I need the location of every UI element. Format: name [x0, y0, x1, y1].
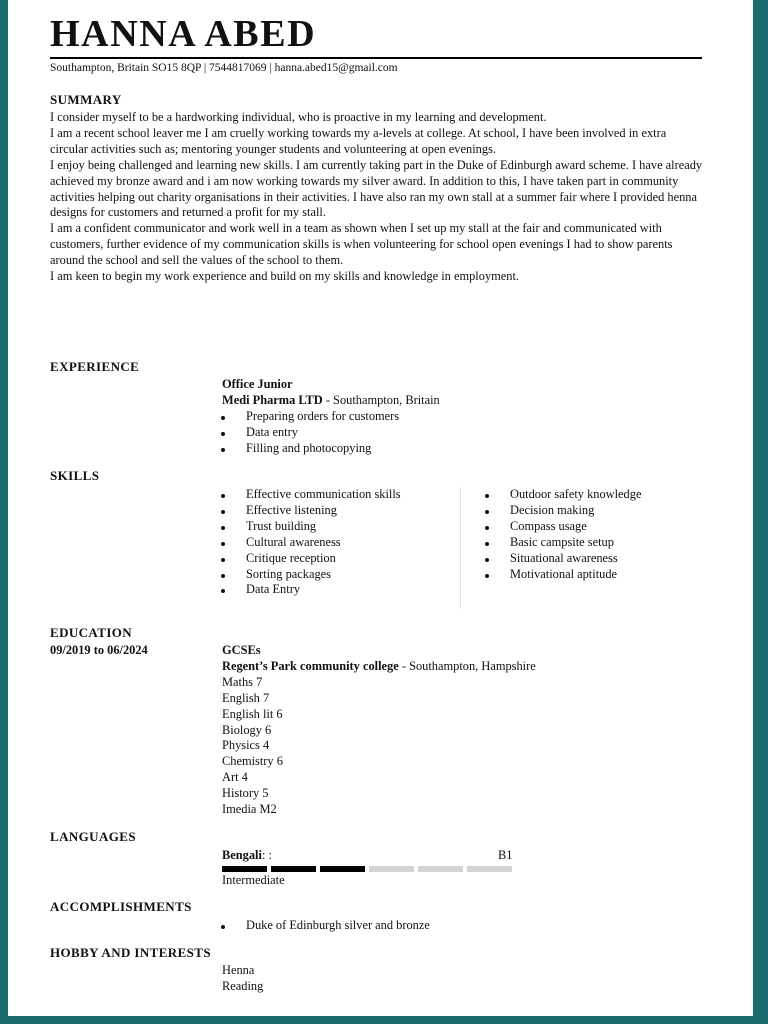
subject-grade: Chemistry 6 [222, 754, 283, 769]
subject-grade: Biology 6 [222, 722, 272, 737]
subject-grade: English 7 [222, 690, 270, 705]
job-title: Office Junior [222, 377, 293, 391]
resume-page [8, 0, 753, 1016]
list-item: Decision making [462, 503, 702, 519]
subject-grade: Imedia M2 [222, 802, 277, 817]
language-level-segment [320, 866, 365, 872]
languages-heading: LANGUAGES [50, 829, 136, 844]
language-name: Bengali [222, 848, 262, 862]
summary-paragraph: I am a confident communicator and work well in a team as shown when I set up my stall at the fair and communicated with customers, further evidence of my communication skills is when volunteering for school open evenings I had to show parents around the school and sell the values of the school to them. [50, 221, 673, 268]
list-item: Trust building [198, 519, 436, 535]
skills-list-left [198, 487, 436, 598]
qualification: GCSEs [222, 643, 261, 657]
list-item: Data Entry [198, 582, 436, 598]
list-item: Critique reception [198, 551, 436, 567]
accomplishments-heading: ACCOMPLISHMENTS [50, 899, 192, 914]
school-line [222, 659, 536, 675]
education-dates: 09/2019 to 06/2024 [50, 643, 148, 657]
list-item: Duke of Edinburgh silver and bronze [198, 918, 430, 934]
list-item: Cultural awareness [198, 535, 436, 551]
employer-line [222, 393, 440, 409]
hobby-item: Reading [222, 978, 264, 993]
candidate-name: HANNA ABED [50, 13, 317, 55]
hobbies-list [222, 963, 263, 995]
education-heading: EDUCATION [50, 625, 133, 640]
contact-line: Southampton, Britain SO15 8QP | 7544817069 | hanna.abed15@gmail.com [50, 62, 398, 74]
school-name: Regent’s Park community college [222, 658, 399, 673]
language-level-segment [418, 866, 463, 872]
summary-body [50, 110, 705, 285]
subject-grade: History 5 [222, 786, 269, 801]
list-item: Situational awareness [462, 551, 702, 567]
accomplishments-list [198, 918, 430, 934]
list-item: Effective communication skills [198, 487, 416, 503]
experience-entry [222, 377, 440, 457]
summary-paragraph: I consider myself to be a hardworking individual, who is proactive in my learning and development. [50, 110, 547, 124]
list-item: Motivational aptitude [462, 567, 702, 583]
language-separator: : : [261, 848, 272, 862]
language-level-segment [222, 866, 267, 872]
summary-heading: SUMMARY [50, 92, 122, 107]
employer-name: Medi Pharma LTD [222, 392, 323, 407]
summary-paragraph: I enjoy being challenged and learning new skills. I am currently taking part in the Duke of Edinburgh award scheme. I have already achieved my bronze award and i am now working towards my silver award. In addition to this, I have taken part in community activities helping out charity organisations in their activities. I have also ran my own stall at a summer fair where I provided henna designs for customers and returned a profit for my stall. [50, 157, 703, 220]
hobby-item: Henna [222, 963, 255, 977]
language-level-text: Intermediate [222, 873, 285, 887]
school-location: - Southampton, Hampshire [398, 658, 536, 673]
job-duties-list [198, 409, 440, 457]
list-item: Effective listening [198, 503, 436, 519]
language-level-segment [271, 866, 316, 872]
list-item: Outdoor safety knowledge [462, 487, 702, 503]
skills-list-right [462, 487, 702, 582]
header-rule [50, 57, 702, 59]
summary-paragraph: I am a recent school leaver me I am cruelly working towards my a-levels at college. At school, I have been involved in extra circular activities such as; mentoring younger students and volunteering at open evenings. [50, 125, 667, 156]
list-item: Sorting packages [198, 567, 436, 583]
summary-paragraph: I am keen to begin my work experience and build on my skills and knowledge in employment. [50, 269, 520, 284]
language-level-segment [467, 866, 512, 872]
list-item: Filling and photocopying [198, 441, 440, 457]
subject-grade: English lit 6 [222, 706, 283, 721]
employer-location: - Southampton, Britain [322, 392, 440, 407]
education-entry [222, 643, 536, 818]
skills-heading: SKILLS [50, 468, 100, 483]
subject-grade: Art 4 [222, 770, 248, 785]
list-item: Preparing orders for customers [198, 409, 440, 425]
list-item: Compass usage [462, 519, 702, 535]
list-item: Basic campsite setup [462, 535, 702, 551]
language-name-line [222, 848, 512, 864]
subject-grade: Physics 4 [222, 738, 270, 753]
skills-divider [460, 487, 461, 609]
list-item: Data entry [198, 425, 440, 441]
experience-heading: EXPERIENCE [50, 359, 140, 374]
hobbies-heading: HOBBY AND INTERESTS [50, 945, 211, 960]
subject-grade: Maths 7 [222, 674, 263, 689]
language-level-code: B1 [498, 848, 513, 862]
language-entry [222, 848, 512, 864]
language-level-segment [369, 866, 414, 872]
